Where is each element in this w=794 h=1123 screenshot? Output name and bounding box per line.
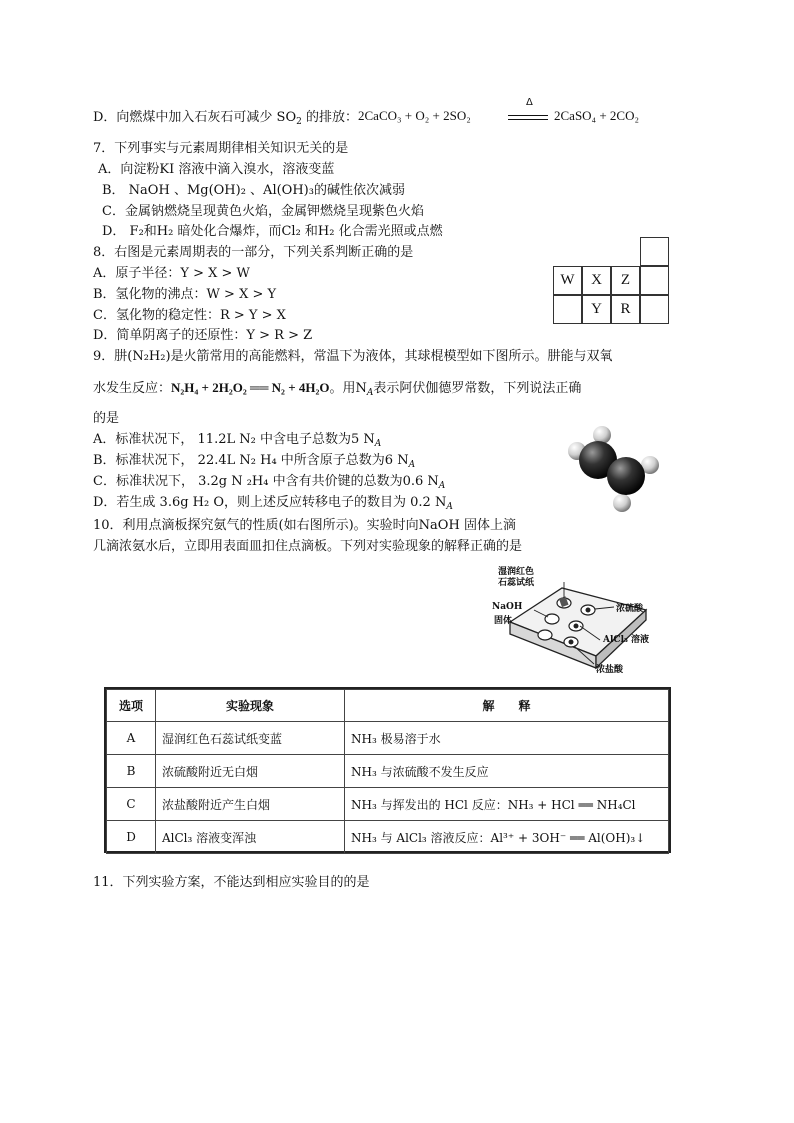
equation-right: 2CaSO₄ + 2CO₂ [554,108,640,123]
so2-subscript: 2 [296,117,302,127]
label-alcl3: AlCl₃ 溶液 [603,635,650,645]
q9-stem-line3: 的是 [93,411,120,426]
label-hcl: 浓盐酸 [596,665,624,675]
q7-option-d: D． F₂和H₂ 暗处化合爆炸，而Cl₂ 和H₂ 化合需光照或点燃 [102,224,443,239]
q6d-text: D．向燃煤中加入石灰石可减少 SO [93,110,297,125]
periodic-cell-empty [640,237,669,266]
na-subscript: A [374,439,382,449]
q9-option-d [93,493,453,517]
equals-sign [508,115,548,120]
periodic-cell-empty [553,295,582,324]
q11-stem: 11．下列实验方案，不能达到相应实验目的的是 [93,875,370,890]
table-header-row [107,690,669,722]
hydrogen-atom [613,494,631,512]
na-subscript: A [408,460,416,470]
q9-stem2b: 。用N [329,381,367,396]
periodic-cell-r: R [611,295,640,324]
row-phenomenon: 湿润红色石蕊试纸变蓝 [156,722,345,755]
q9-equation: N₂H₄ + 2H₂O₂ ══ N₂ + 4H₂O [171,380,330,395]
q9-stem-line2 [93,378,581,403]
row-phenomenon: 浓硫酸附近无白烟 [156,755,345,788]
na-subscript: A [366,388,374,398]
row-option: D [107,821,156,854]
reaction-condition: Δ [526,97,533,108]
table-row [107,821,669,854]
header-option: 选项 [107,690,156,722]
label-naoh-line2: 固体 [494,616,513,626]
q9-stem2c: 表示阿伏伽德罗常数，下列说法正确 [373,381,582,396]
q8-option-a: A．原子半径：Y > X > W [93,266,250,281]
q8-option-c: C．氢化物的稳定性：R > Y > X [93,308,286,323]
q9c-text: C．标准状况下， 3.2g N ₂H₄ 中含有共价键的总数为0.6 N [93,474,439,489]
q6d-tail: 的排放： [301,110,358,125]
q8-option-b: B．氢化物的沸点：W > X > Y [93,287,277,302]
row-phenomenon: 浓盐酸附近产生白烟 [156,788,345,821]
na-subscript: A [446,502,453,512]
na-subscript: A [438,481,446,491]
q7-option-b: B． NaOH 、Mg(OH)₂ 、Al(OH)₃的碱性依次减弱 [102,183,405,198]
q8-option-d: D．简单阴离子的还原性：Y > R > Z [93,328,313,343]
table-row [107,788,669,821]
row-phenomenon: AlCl₃ 溶液变浑浊 [156,821,345,854]
q9d-text: D．若生成 3.6g H₂ O，则上述反应转移电子的数目为 0.2 N [93,495,447,510]
label-litmus-line2: 石蕊试纸 [498,578,535,588]
q6-option-d [93,108,358,132]
q7-stem: 7．下列事实与元素周期律相关知识无关的是 [93,141,349,156]
q10-stem-line1: 10．利用点滴板探究氨气的性质(如右图所示)。实验时向NaOH 固体上滴 [93,518,516,533]
periodic-cell-y: Y [582,295,611,324]
row-explanation: NH₃ 与浓硫酸不发生反应 [345,755,669,788]
periodic-cell-empty [640,295,669,324]
periodic-cell-empty [640,266,669,295]
row-option: B [107,755,156,788]
nitrogen-atom [607,457,645,495]
q9-stem-line1: 9．肼(N₂H₂)是火箭常用的高能燃料，常温下为液体，其球棍模型如下图所示。肼能与双氧 [93,349,613,364]
spot-plate-diagram [480,560,680,680]
row-explanation: NH₃ 极易溶于水 [345,722,669,755]
label-litmus: 湿润红色 [498,567,535,577]
periodic-cell-w: W [553,266,582,295]
q10-stem-line2: 几滴浓氨水后，立即用表面皿扣住点滴板。下列对实验现象的解释正确的是 [93,539,523,554]
label-h2so4: 浓硫酸 [616,604,644,614]
q9-stem2a: 水发生反应： [93,381,172,396]
hydrazine-ball-stick-model [560,415,672,515]
table-row [107,722,669,755]
q7-option-a: A．向淀粉KI 溶液中滴入溴水，溶液变蓝 [98,162,335,177]
row-option: A [107,722,156,755]
equation-left: 2CaCO₃ + O₂ + 2SO₂ [358,108,471,123]
header-explanation: 解 释 [345,690,669,722]
periodic-cell-x: X [582,266,611,295]
row-explanation: NH₃ 与挥发出的 HCl 反应：NH₃ + HCl ══ NH₄Cl [345,788,669,821]
q8-stem: 8．右图是元素周期表的一部分，下列关系判断正确的是 [93,245,414,260]
row-explanation: NH₃ 与 AlCl₃ 溶液反应：Al³⁺ + 3OH⁻ ══ Al(OH)₃↓ [345,821,669,854]
label-naoh: NaOH [492,602,523,612]
q9a-text: A．标准状况下， 11.2L N₂ 中含电子总数为5 N [93,432,375,447]
experiment-table [104,687,671,853]
q7-option-c: C．金属钠燃烧呈现黄色火焰，金属钾燃烧呈现紫色火焰 [102,204,424,219]
q9b-text: B．标准状况下， 22.4L N₂ H₄ 中所含原子总数为6 N [93,453,409,468]
table-row [107,755,669,788]
header-phenomenon: 实验现象 [156,690,345,722]
row-option: C [107,788,156,821]
periodic-cell-z: Z [611,266,640,295]
